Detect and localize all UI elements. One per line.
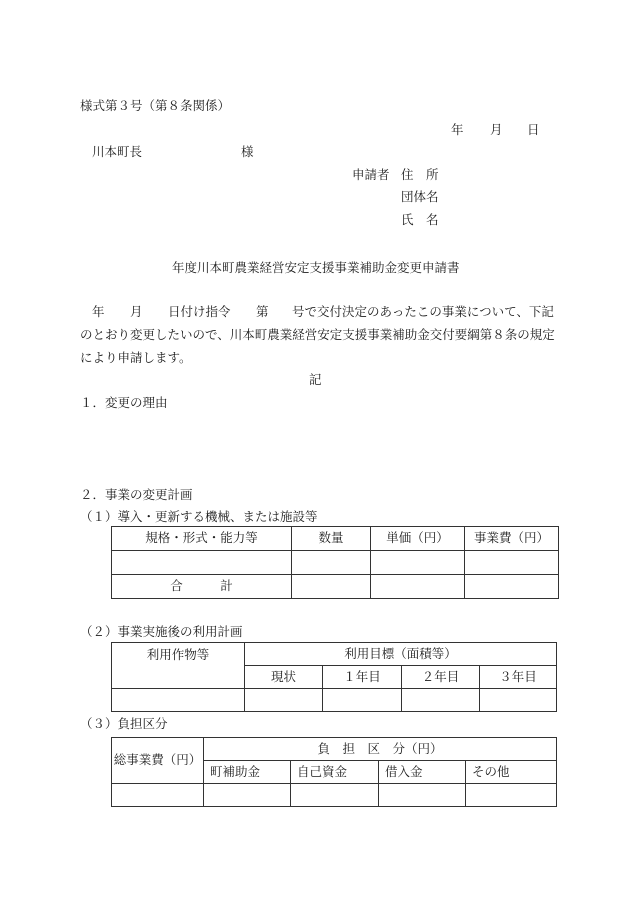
spec-cell[interactable]	[112, 551, 292, 575]
total-row	[112, 575, 559, 599]
honorific: 様	[241, 144, 254, 159]
header-town-subsidy: 町補助金	[204, 761, 291, 784]
table-row	[112, 689, 557, 712]
table-row	[112, 784, 557, 807]
cost-sharing-table	[111, 737, 557, 807]
header-total-cost: 総事業費（円）	[112, 738, 204, 784]
date-day-label: 日	[527, 122, 540, 137]
date-year-label: 年	[451, 122, 464, 137]
subsection-3-heading: （３）負担区分	[80, 716, 168, 731]
usage-plan-table	[111, 642, 557, 712]
town-subsidy-cell[interactable]	[204, 784, 291, 807]
own-funds-cell[interactable]	[291, 784, 379, 807]
document-title: 年度川本町農業経営安定支援事業補助金変更申請書	[172, 260, 460, 275]
total-quantity-cell[interactable]	[292, 575, 371, 599]
organization-label: 団体名	[401, 189, 439, 204]
applicant-label: 申請者	[352, 167, 390, 182]
header-other: その他	[466, 761, 557, 784]
header-usage-target: 利用目標（面積等）	[245, 643, 557, 666]
body-month: 月	[130, 304, 143, 319]
quantity-cell[interactable]	[292, 551, 371, 575]
loan-cell[interactable]	[379, 784, 466, 807]
year-1-cell[interactable]	[323, 689, 402, 712]
project-cost-cell[interactable]	[465, 551, 559, 575]
year-3-cell[interactable]	[480, 689, 557, 712]
form-number: 様式第３号（第８条関係）	[80, 98, 231, 113]
header-quantity: 数量	[292, 527, 371, 551]
subsection-2-heading: （２）事業実施後の利用計画	[80, 624, 243, 639]
body-line1-rest: 号で交付決定のあったこの事業について、下記	[292, 304, 554, 319]
body-line3: により申請します。	[80, 350, 192, 365]
header-spec: 規格・形式・能力等	[112, 527, 292, 551]
header-year-1: １年目	[323, 666, 402, 689]
name-label: 氏 名	[401, 212, 439, 227]
body-dai: 第	[256, 304, 269, 319]
header-crops: 利用作物等	[112, 643, 245, 689]
year-2-cell[interactable]	[402, 689, 480, 712]
header-own-funds: 自己資金	[291, 761, 379, 784]
total-project-cost-cell[interactable]	[465, 575, 559, 599]
header-project-cost: 事業費（円）	[465, 527, 559, 551]
total-label: 合 計	[112, 575, 292, 599]
subsection-1-heading: （１）導入・更新する機械、または施設等	[80, 509, 318, 524]
body-shitei: 日付け指令	[168, 304, 231, 319]
section-1-heading: １．変更の理由	[80, 395, 168, 410]
header-year-3: ３年目	[480, 666, 557, 689]
header-cost-sharing: 負 担 区 分（円）	[204, 738, 557, 761]
unit-price-cell[interactable]	[371, 551, 465, 575]
total-cost-cell[interactable]	[112, 784, 204, 807]
table-row	[112, 551, 559, 575]
addressee: 川本町長	[92, 144, 143, 159]
header-unit-price: 単価（円）	[371, 527, 465, 551]
total-unit-price-cell[interactable]	[371, 575, 465, 599]
section-2-heading: ２．事業の変更計画	[80, 487, 193, 502]
header-year-2: ２年目	[402, 666, 480, 689]
crops-cell[interactable]	[112, 689, 245, 712]
ki-label: 記	[309, 372, 322, 387]
header-current: 現状	[245, 666, 323, 689]
current-cell[interactable]	[245, 689, 323, 712]
other-cell[interactable]	[466, 784, 557, 807]
equipment-table	[111, 526, 559, 599]
header-loan: 借入金	[379, 761, 466, 784]
body-year: 年	[92, 304, 105, 319]
address-label: 住 所	[401, 167, 439, 182]
body-line2: のとおり変更したいので、川本町農業経営安定支援事業補助金交付要綱第８条の規定	[80, 327, 555, 342]
date-month-label: 月	[490, 122, 503, 137]
